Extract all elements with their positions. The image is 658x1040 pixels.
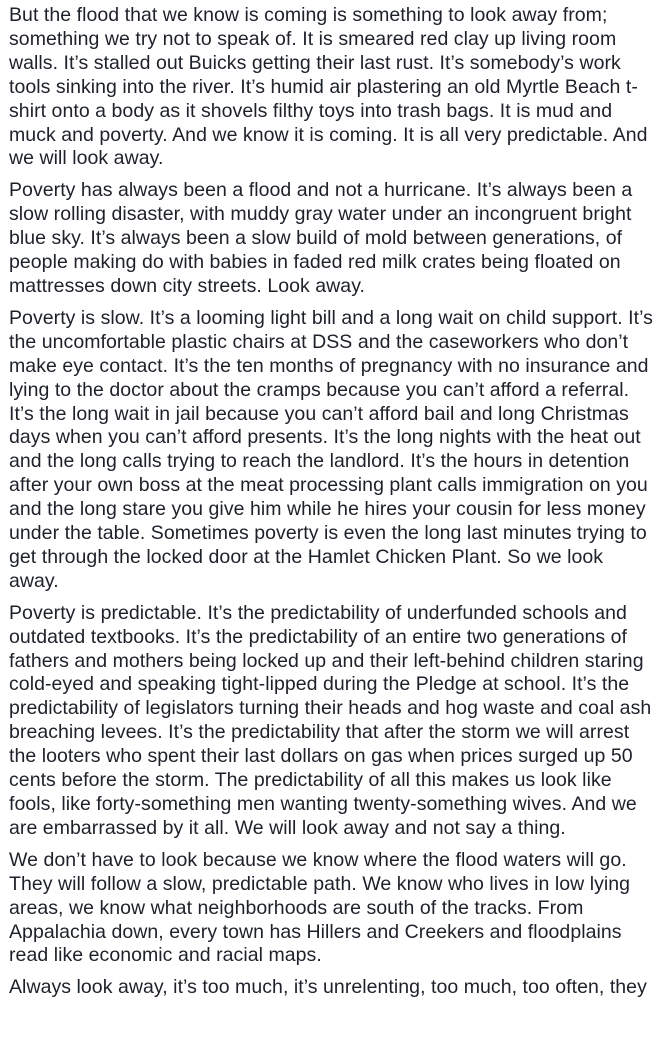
paragraph: We don’t have to look because we know where the flood waters will go. They will follow a slow, predictable path. We know who lives in low lying areas, we know what neighborhoods are south of the tracks. From Appalachia down, every town has Hillers and Creekers and floodplains read like economic and racial maps. xyxy=(9,848,631,967)
paragraph: Poverty has always been a flood and not a hurricane. It’s always been a slow rolling disaster, with muddy gray water under an incongruent bright blue sky. It’s always been a slow build of mold between generations, of people making do with babies in faded red milk crates being floated on mattresses down city streets. Look away. xyxy=(9,179,633,297)
paragraph: Poverty is slow. It’s a looming light bill and a long wait on child support. It’s the uncomfortable plastic chairs at DSS and the caseworkers who don’t make eye contact. It’s the ten months of pregnancy with no insurance and lying to the doctor about the cramps because you can’t afford a referral. It’s the long wait in jail because you can’t afford bail and long Christmas days when you can’t afford presents. It’s the long nights with the heat out and the long calls trying to reach the landlord. It’s the hours in detention after your own boss at the meat processing plant calls immigration on you and the long stare you give him while he hires your cousin for less money under the table. Sometimes poverty is even the long last minutes trying to get through the locked door at the Hamlet Chicken Plant. So we look away. xyxy=(9,306,653,592)
post-body xyxy=(9,4,655,1008)
paragraph: But the flood that we know is coming is something to look away from; something we try not to speak of. It is smeared red clay up living room walls. It’s stalled out Buicks getting their last rust. It’s somebody’s work tools sinking into the river. It’s humid air plastering an old Myrtle Beach t-shirt onto a body as it shovels filthy toys into trash bags. It is mud and muck and poverty. And we know it is coming. It is all very predictable. And we will look away. xyxy=(9,4,648,170)
paragraph-cut-off: Always look away, it’s too much, it’s unrelenting, too much, too often, they xyxy=(9,976,647,999)
paragraph: Poverty is predictable. It’s the predictability of underfunded schools and outdated textbooks. It’s the predictability of an entire two generations of fathers and mothers being locked up and their left-behind children staring cold-eyed and speaking tight-lipped during the Pledge at school. It’s the predictability of legislators turning their heads and hog waste and coal ash breaching levees. It’s the predictability that after the storm we will arrest the looters who spent their last dollars on gas when prices surged up 50 cents before the storm. The predictability of all this makes us look like fools, like forty-something men wanting twenty-something wives. And we are embarrassed by it all. We will look away and not say a thing. xyxy=(9,601,652,839)
